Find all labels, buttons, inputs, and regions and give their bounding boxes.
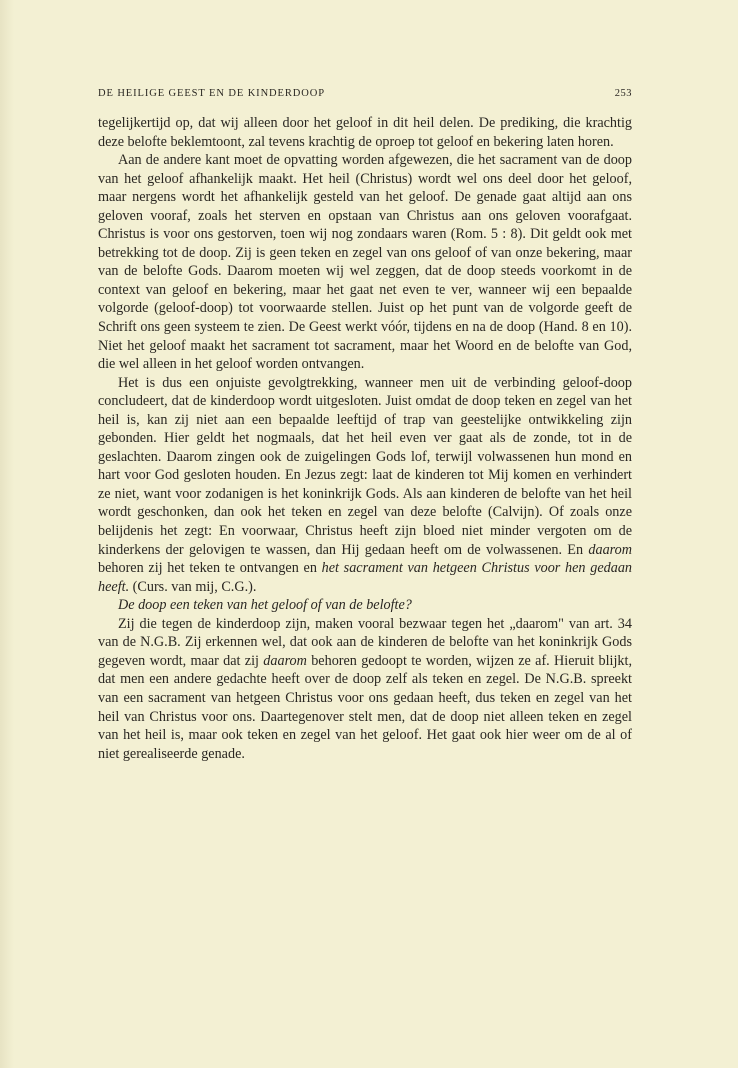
paragraph-4 — [98, 615, 632, 763]
paragraph-4-italic: daarom — [263, 652, 307, 669]
paragraph-1: tegelijkertijd op, dat wij alleen door het geloof in dit heil delen. De prediking, die krachtig deze belofte beklemtoont, zal tevens krachtig de oproep tot geloof en bekering laten horen. — [98, 115, 632, 150]
paragraph-3-italic-daarom: daarom — [588, 541, 632, 558]
running-title: DE HEILIGE GEEST EN DE KINDERDOOP — [98, 88, 325, 99]
paragraph-3-italic-quote: het sacrament van hetgeen Christus voor hen gedaan heeft. — [98, 560, 633, 595]
paragraph-2: Aan de andere kant moet de opvatting worden afgewezen, die het sacrament van de doop van het geloof afhankelijk maakt. Het heil (Christus) wordt wel ons deel door het geloof, maar nergens wordt het afhankelijk gesteld van het geloof. De genade gaat altijd aan ons geloven vooraf, zoals het sterven en opstaan van Christus aan ons geloven voorafgaat. Christus is voor ons gestorven, toen wij nog zondaars waren (Rom. 5 : 8). Dit geldt ook met betrekking tot de doop. Zij is geen teken en zegel van ons geloof of van onze bekering, maar van de belofte Gods. Daarom moeten wij wel zeggen, dat de doop steeds voorkomt in de context van geloof en bekering, maar het gaat net even te ver, wanneer wij een bepaalde volgorde (geloof-doop) tot voorwaarde stellen. Juist op het punt van de volgorde geeft de Schrift ons geen systeem te zien. De Geest werkt vóór, tijdens en na de doop (Hand. 8 en 10). Niet het geloof maakt het sacrament tot sacrament, maar het Woord en de belofte van God, die wel alleen in het geloof worden ontvangen. — [98, 152, 632, 373]
paragraph-4-end: behoren gedoopt te worden, wijzen ze af. Hieruit blijkt, dat men een andere gedachte heeft over de doop zelf als teken en zegel. De N.G.B. spreekt van een sacrament van hetgeen Christus voor ons gedaan heeft, dus teken en zegel van het heil van Christus voor ons. Daartegenover stelt men, dat de doop niet alleen teken en zegel van het heil is, maar ook teken en zegel van het geloof. Het gaat ook hier weer om de al of niet gerealiseerde genade. — [98, 652, 633, 762]
body-text — [98, 114, 632, 763]
paragraph-3-mid: behoren zij het teken te ontvangen en — [98, 560, 322, 577]
paragraph-3-end: (Curs. van mij, C.G.). — [129, 578, 257, 595]
page-number: 253 — [614, 88, 632, 99]
paragraph-3 — [98, 374, 632, 597]
paragraph-4-start: Zij die tegen de kinderdoop zijn, maken vooral bezwaar tegen het „daarom" van art. 34 van de N.G.B. Zij erkennen wel, dat ook aan de kinderen de belofte van het koninkrijk Gods gegeven wordt, maar dat zij — [98, 615, 632, 669]
page-edge — [0, 0, 14, 1068]
paragraph-3-text: Het is dus een onjuiste gevolgtrekking, wanneer men uit de verbinding geloof-doop concludeert, dat de kinderdoop wordt uitgesloten. Juist omdat de doop teken en zegel van het heil is, kan zij niet aan een bepaalde leeftijd of trap van geestelijke ontwikkeling zijn gebonden. Hier geldt het nogmaals, dat het heil even ver gaat als de zonde, tot in de geslachten. Daarom zingen ook de zuigelingen Gods lof, terwijl volwassenen hun mond en hart voor God gesloten houden. En Jezus zegt: laat de kinderen tot Mij komen en verhindert ze niet, want voor zodanigen is het koninkrijk Gods. Als aan kinderen de belofte van het heil wordt geschonken, dan ook het teken en zegel van deze belofte (Calvijn). Of zoals onze belijdenis het zegt: En voorwaar, Christus heeft zijn bloed niet minder vergoten om de kinderkens der gelovigen te wassen, dan Hij gedaan heeft om de volwassenen. En — [98, 374, 632, 558]
section-heading: De doop een teken van het geloof of van de belofte? — [118, 597, 412, 614]
running-head — [98, 88, 632, 99]
